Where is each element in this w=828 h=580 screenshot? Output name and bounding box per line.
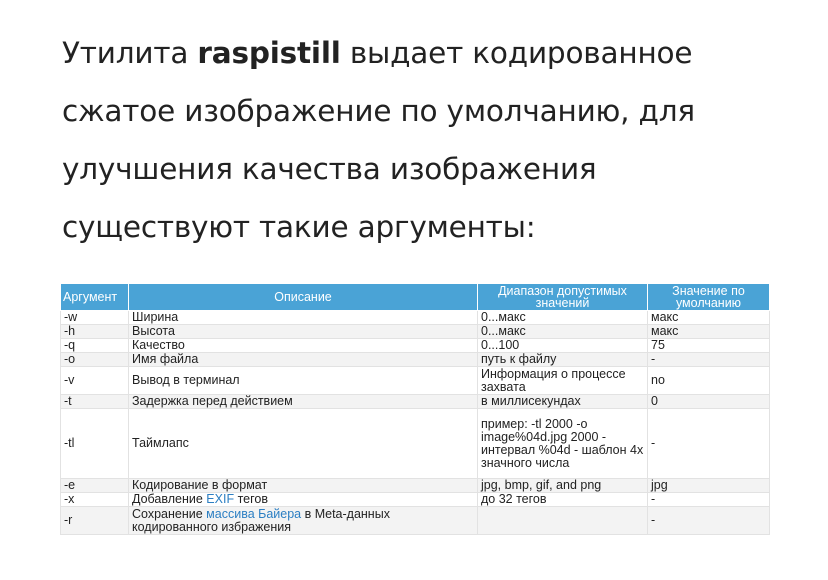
cell-default: - [648, 493, 770, 507]
cell-default: jpg [648, 479, 770, 493]
cell-desc [129, 507, 478, 535]
cell-desc: Таймлапс [129, 409, 478, 479]
cell-desc: Задержка перед действием [129, 395, 478, 409]
table-header-row [61, 284, 770, 311]
cell-arg: -tl [61, 409, 129, 479]
cell-default: макс [648, 325, 770, 339]
cell-arg: -v [61, 367, 129, 395]
cell-desc: Высота [129, 325, 478, 339]
cell-arg: -q [61, 339, 129, 353]
cell-arg: -o [61, 353, 129, 367]
header-default: Значение по умолчанию [648, 284, 770, 311]
table-row [61, 507, 770, 535]
cell-range: путь к файлу [478, 353, 648, 367]
cell-arg: -h [61, 325, 129, 339]
cell-desc-before: Добавление [132, 492, 207, 506]
table-row [61, 493, 770, 507]
cell-range [478, 507, 648, 535]
table-row [61, 479, 770, 493]
cell-default: макс [648, 311, 770, 325]
cell-default: - [648, 409, 770, 479]
exif-link[interactable]: EXIF [206, 492, 235, 506]
header-range: Диапазон допустимых значений [478, 284, 648, 311]
cell-desc: Вывод в терминал [129, 367, 478, 395]
cell-range: Информация о процессе захвата [478, 367, 648, 395]
cell-arg: -t [61, 395, 129, 409]
cell-range: 0...100 [478, 339, 648, 353]
cell-range: пример: -tl 2000 -o image%04d.jpg 2000 - интервал %04d - шаблон 4х значного числа [478, 409, 648, 479]
table-row [61, 325, 770, 339]
cell-desc: Ширина [129, 311, 478, 325]
cell-default: no [648, 367, 770, 395]
cell-arg: -e [61, 479, 129, 493]
cell-arg: -w [61, 311, 129, 325]
intro-text-after: выдает кодированное сжатое изображение по умолчанию, для улучшения качества изображения существуют такие аргументы: [62, 35, 695, 244]
table-row [61, 339, 770, 353]
cell-arg: -r [61, 507, 129, 535]
arguments-table [60, 283, 770, 535]
table-row [61, 311, 770, 325]
cell-desc: Имя файла [129, 353, 478, 367]
intro-text-before: Утилита [62, 35, 198, 70]
header-argument: Аргумент [61, 284, 129, 311]
cell-range: jpg, bmp, gif, and png [478, 479, 648, 493]
arguments-table-container [60, 283, 769, 535]
header-description: Описание [129, 284, 478, 311]
cell-desc: Кодирование в формат [129, 479, 478, 493]
cell-desc-after: тегов [234, 492, 268, 506]
bayer-array-link[interactable]: массива Байера [206, 506, 302, 521]
cell-desc-before: Сохранение [132, 506, 207, 521]
cell-desc: Качество [129, 339, 478, 353]
table-row [61, 353, 770, 367]
cell-range: в миллисекундах [478, 395, 648, 409]
cell-desc-after: в Meta-данных кодированного избражения [132, 506, 390, 534]
table-row [61, 409, 770, 479]
table-row [61, 367, 770, 395]
cell-range: 0...макс [478, 311, 648, 325]
cell-default: - [648, 507, 770, 535]
cell-default: - [648, 353, 770, 367]
cell-range: 0...макс [478, 325, 648, 339]
table-row [61, 395, 770, 409]
cell-default: 0 [648, 395, 770, 409]
cell-arg: -x [61, 493, 129, 507]
cell-range: до 32 тегов [478, 493, 648, 507]
cell-desc [129, 493, 478, 507]
cell-default: 75 [648, 339, 770, 353]
intro-command-name: raspistill [197, 35, 341, 70]
intro-paragraph [62, 24, 762, 256]
